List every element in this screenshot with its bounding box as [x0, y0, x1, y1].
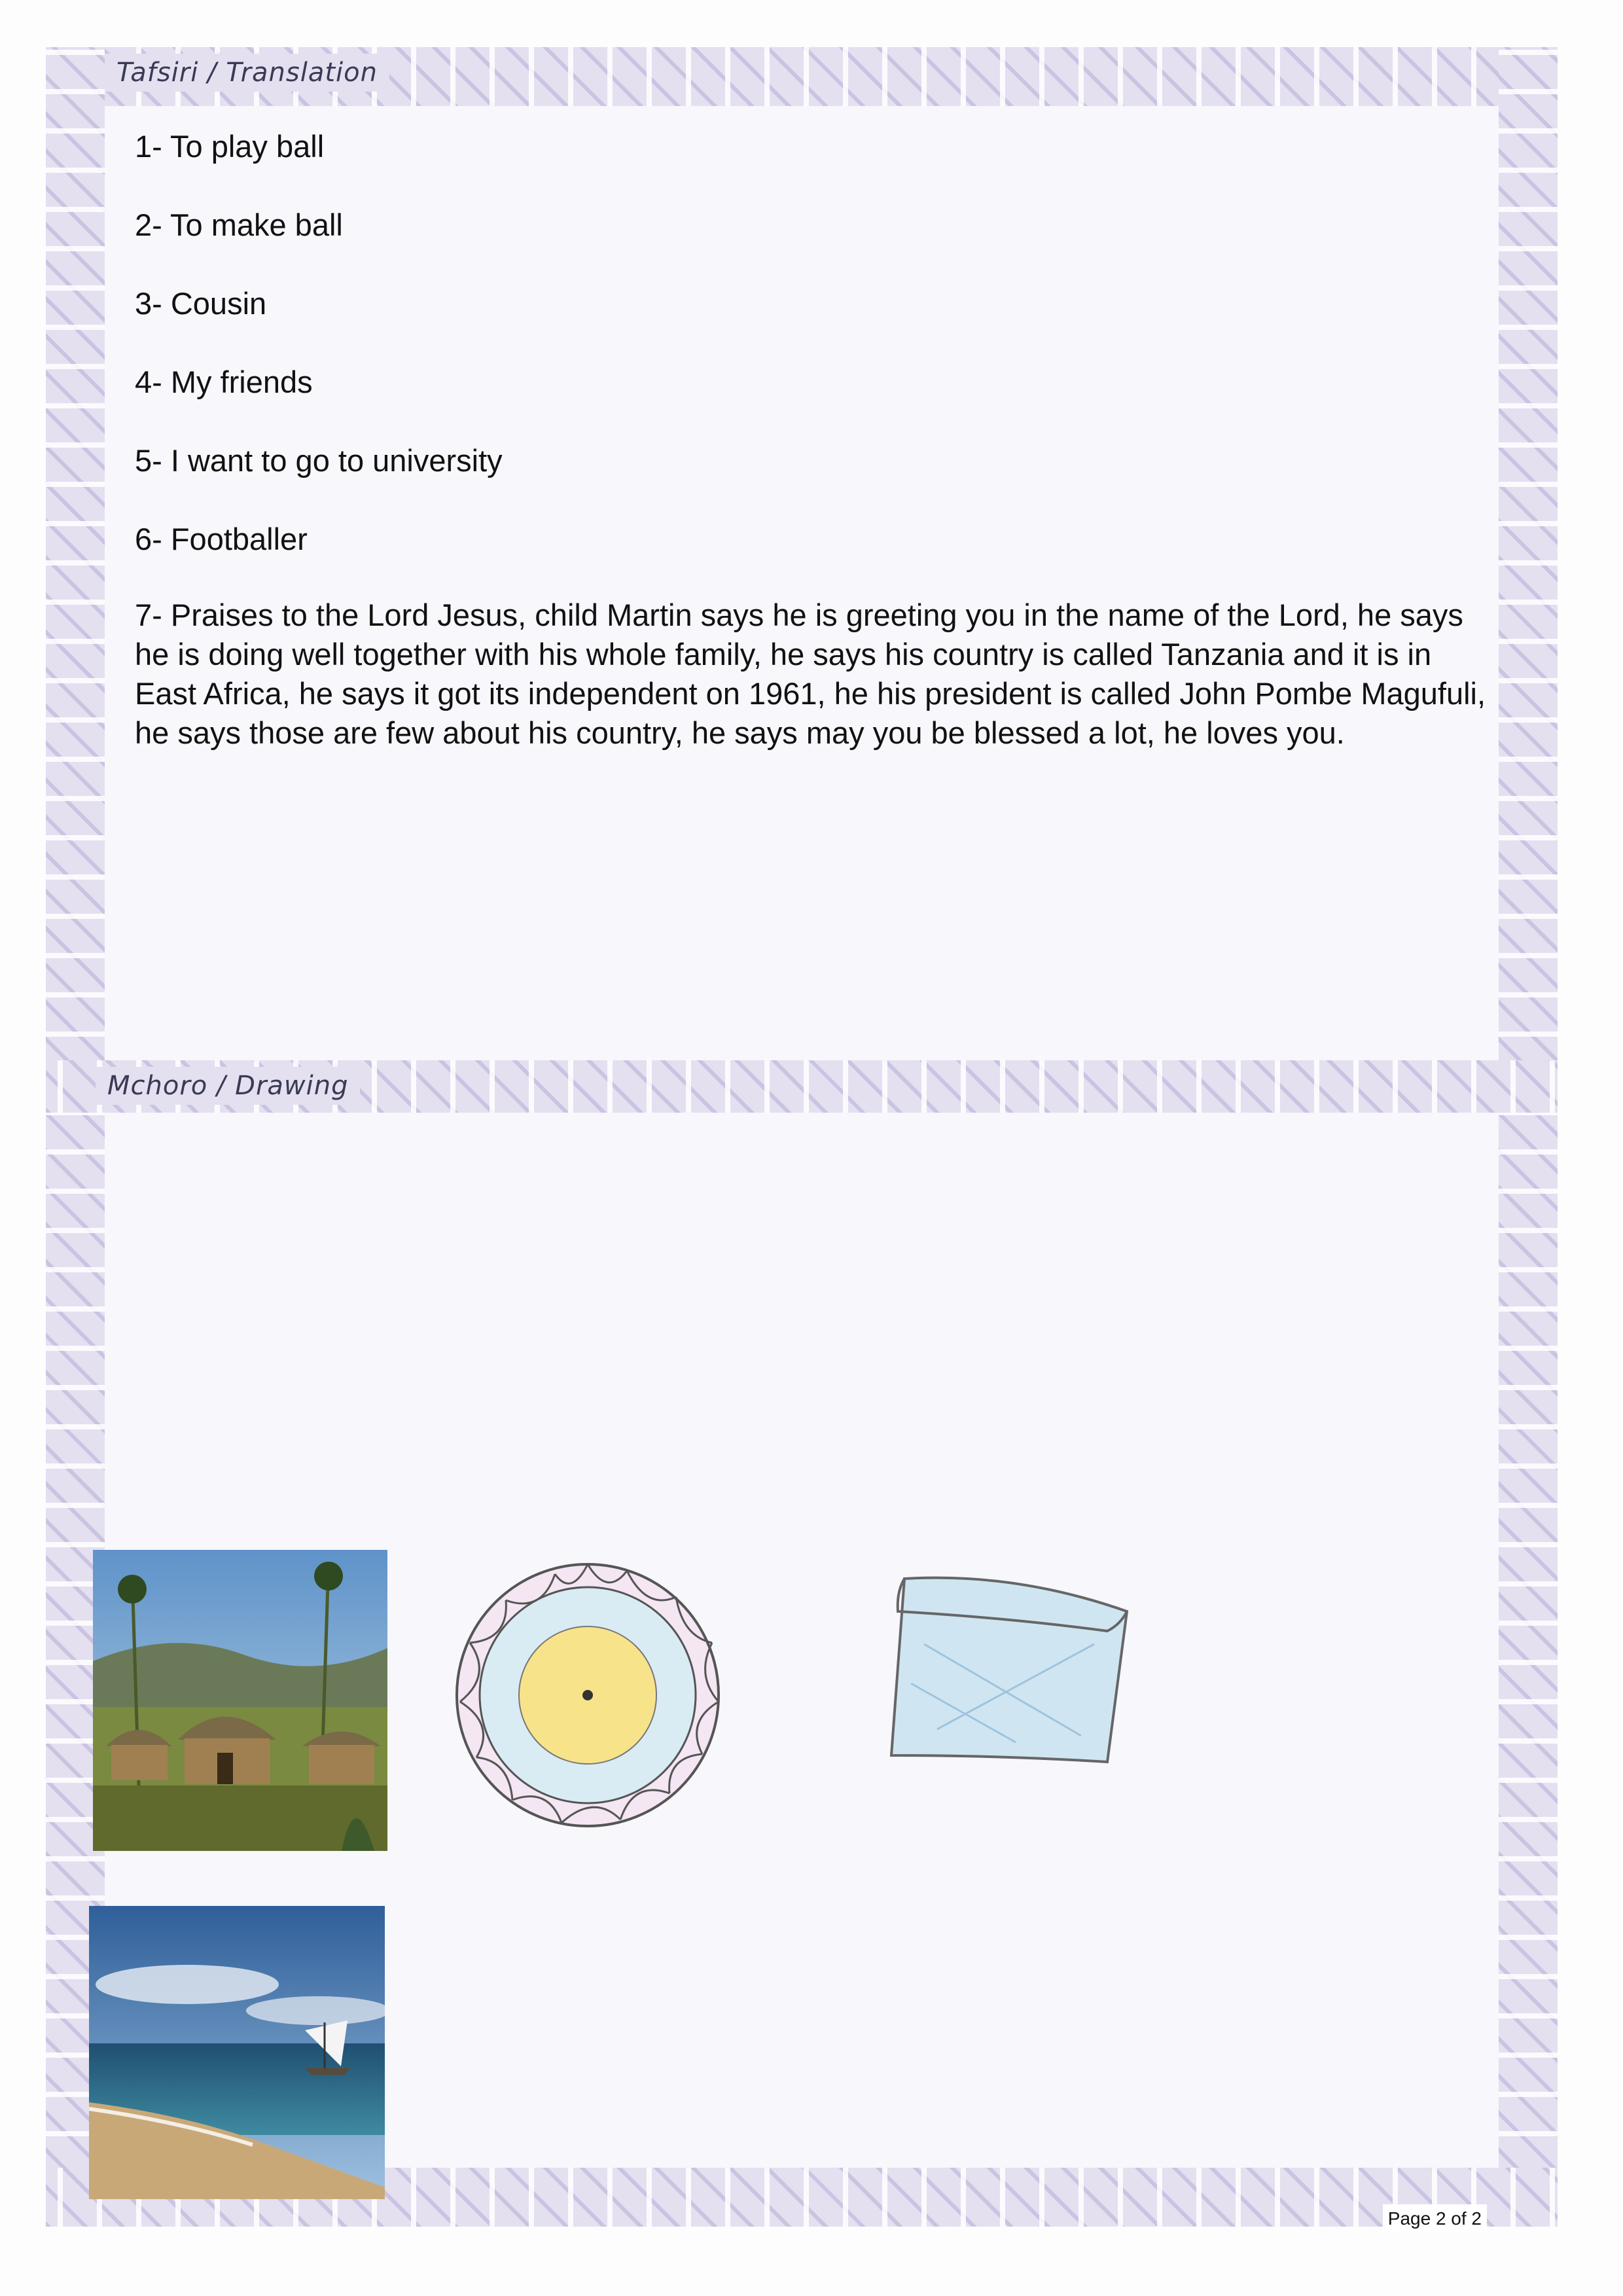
right-border-band [1499, 47, 1558, 2227]
translation-paragraph: 7- Praises to the Lord Jesus, child Martin says he is greeting you in the name of the Lord, he says he is doing well together with his whole family, he says his country is called Tanzania and it is in East Africa, he says it got its independent on 1961, he his president is called John Pombe Magufuli, he says those are few about his country, he says may you be blessed a lot, he loves you. [135, 598, 1486, 750]
translation-item-2: 2- To make ball [135, 207, 343, 242]
translation-panel [105, 106, 1499, 1060]
translation-item-3: 3- Cousin [135, 286, 267, 321]
page-number: Page 2 of 2 [1383, 2204, 1487, 2233]
box-drawing [885, 1566, 1133, 1768]
translation-item-4: 4- My friends [135, 365, 313, 399]
translation-item-6: 6- Footballer [135, 522, 308, 556]
left-border-band [46, 47, 105, 2227]
translation-item-5: 5- I want to go to university [135, 443, 503, 478]
translation-item-1: 1- To play ball [135, 129, 325, 164]
ball-drawing [450, 1558, 725, 1833]
village-huts-photo [93, 1550, 387, 1851]
drawing-section-label: Mchoro / Drawing [96, 1067, 360, 1105]
translation-section-label: Tafsiri / Translation [105, 54, 389, 92]
lake-sailboat-photo [89, 1906, 385, 2199]
